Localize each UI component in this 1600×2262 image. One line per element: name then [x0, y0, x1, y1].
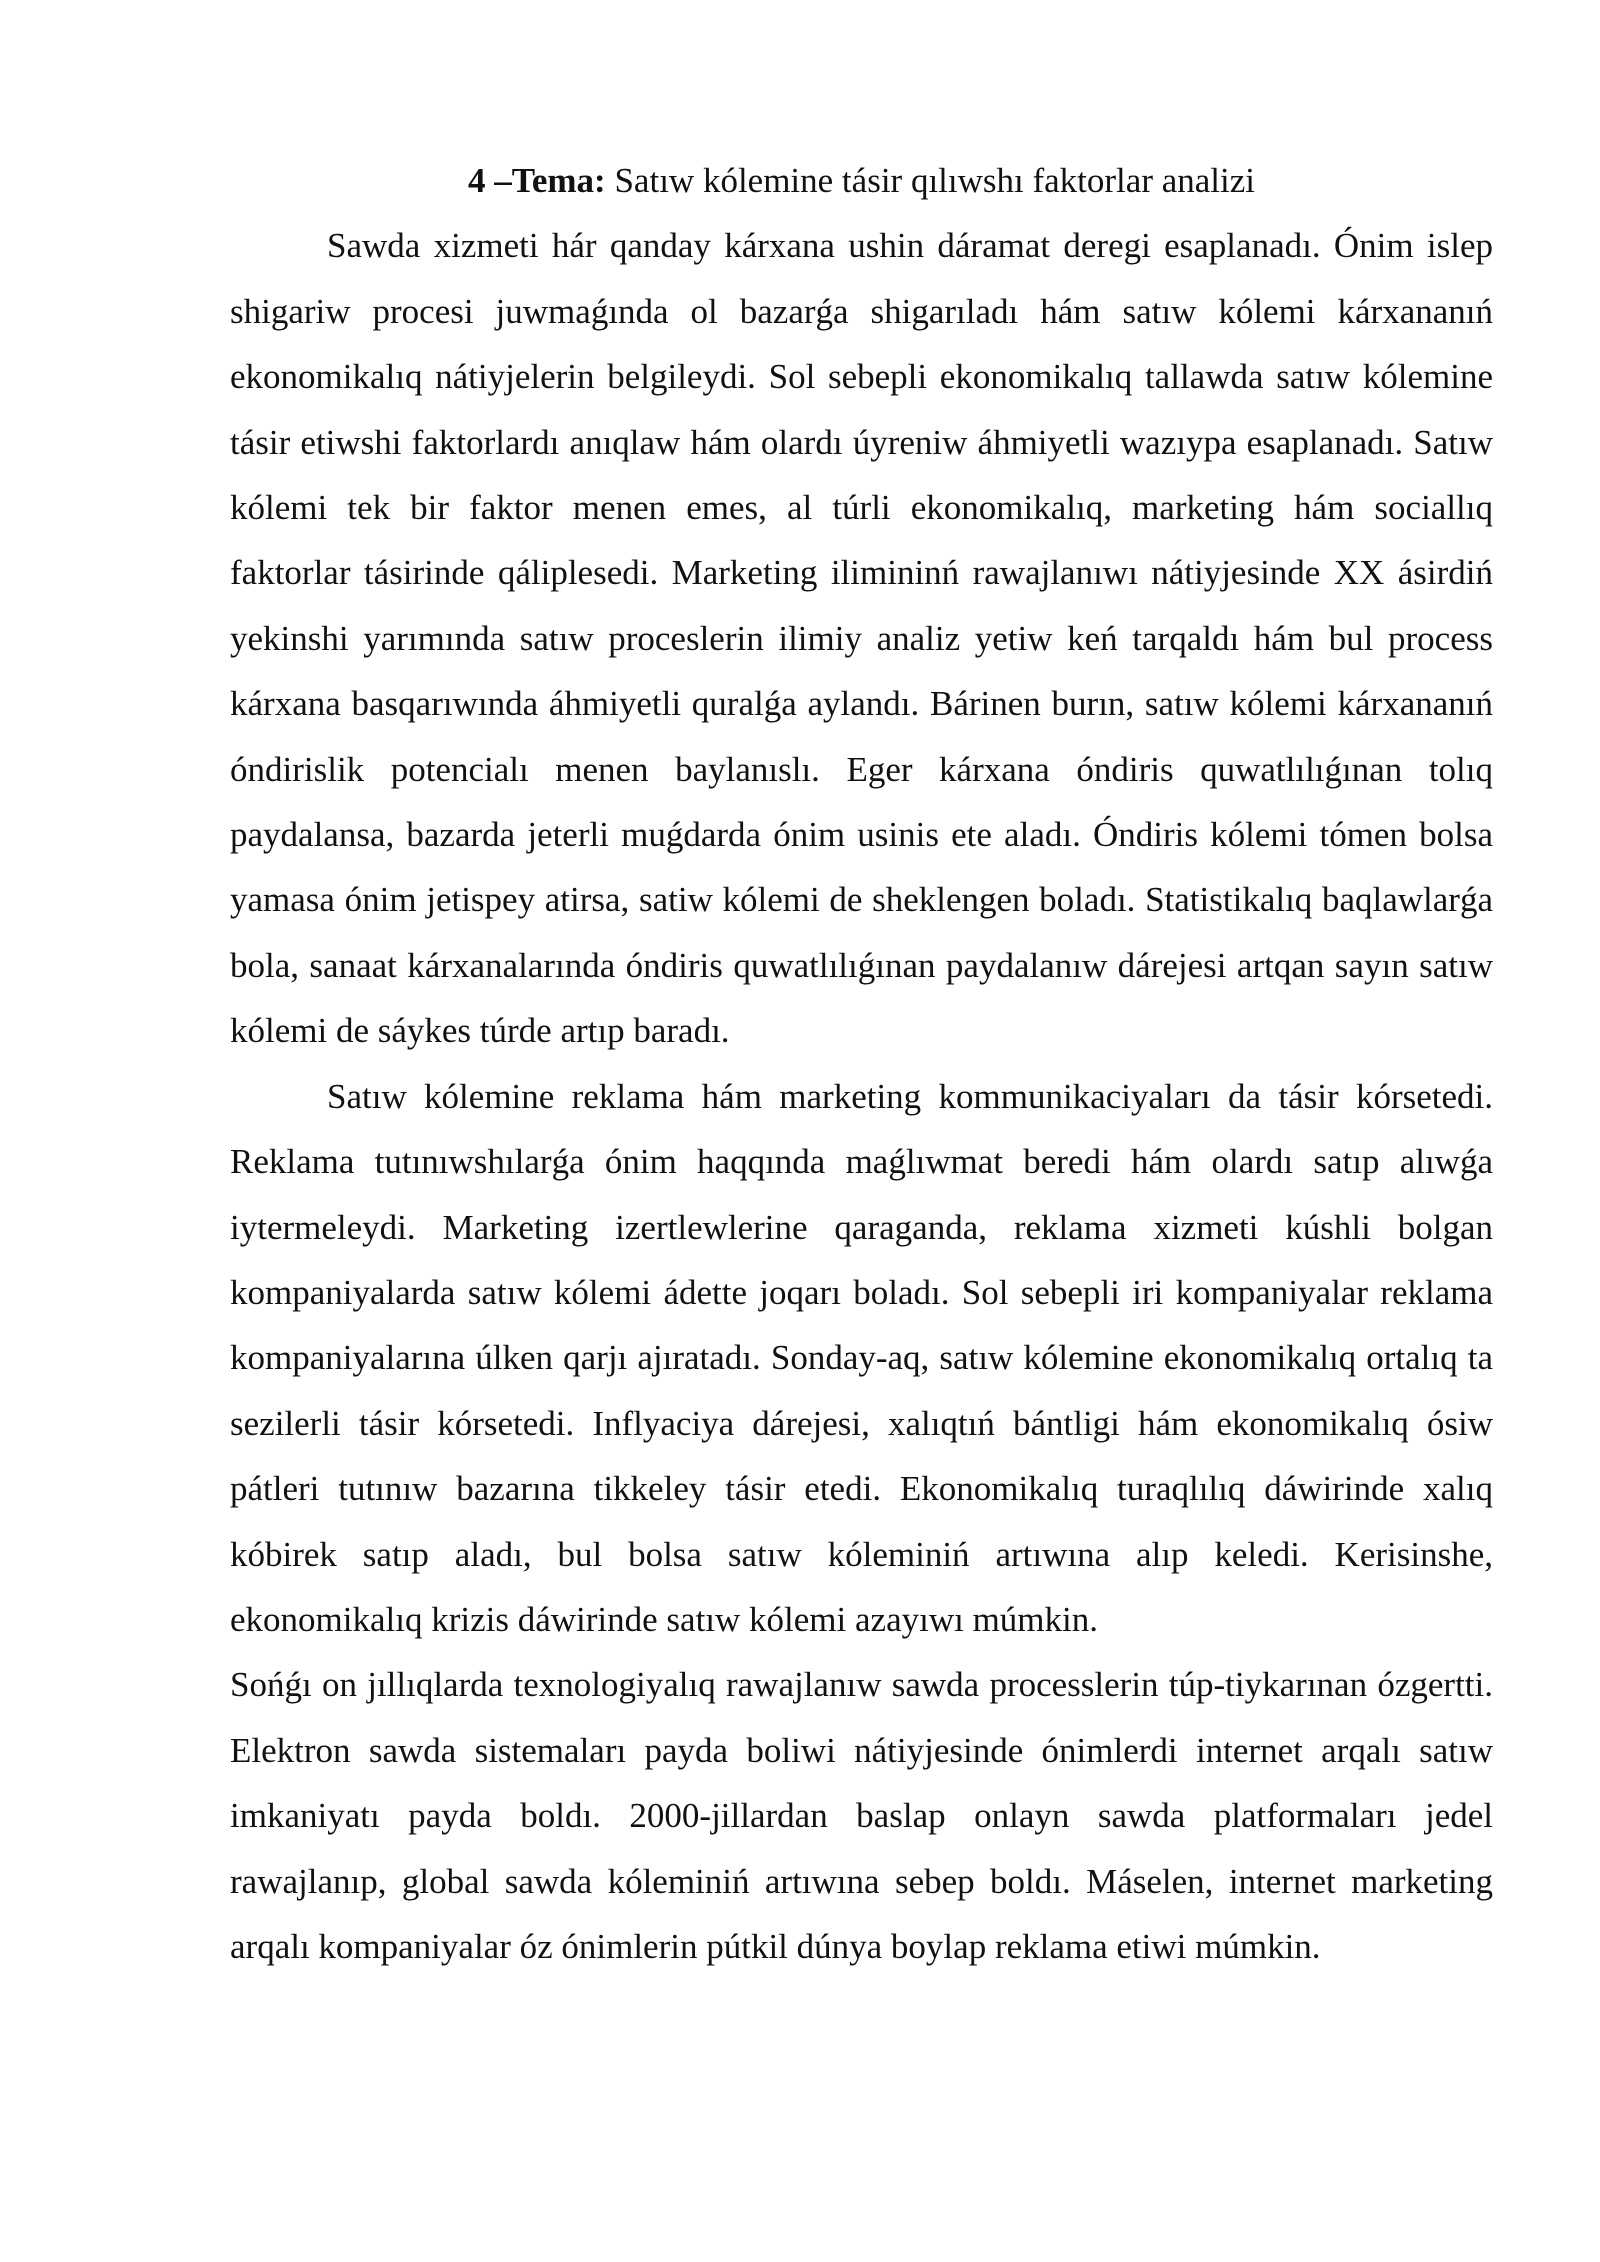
topic-title-lead: 4 –Tema: — [467, 161, 606, 200]
topic-title-text: Satıw kólemine tásir qılıwshı faktorlar analizi — [614, 161, 1255, 200]
paragraph-technology-ecommerce: Sońǵı on jıllıqlarda texnologiyalıq rawajlanıw sawda processlerin túp-tiykarınan ózgertti. Elektron sawda sistemaları payda boliwi nátiyjesinde ónimlerdi internet arqalı satıw imkaniyatı payda boldı. 2000-jillardan baslap onlayn sawda platformaları jedel rawajlanıp, global sawda kóleminiń artıwına sebep boldı. Máselen, internet marketing arqalı kompaniyalar óz ónimlerin pútkil dúnya boylap reklama etiwi múmkin. — [230, 1665, 1493, 1966]
paragraph-sales-service: Sawda xizmeti hár qanday kárxana ushin dáramat deregi esaplanadı. Ónim islep shigariw procesi juwmaǵında ol bazarǵa shigarıladı hám satıw kólemi kárxananıń ekonomikalıq nátiyjelerin belgileydi. Sol sebepli ekonomikalıq tallawda satıw kólemine tásir etiwshi faktorlardı anıqlaw hám olardı úyreniw áhmiyetli wazıypa esaplanadı. Satıw kólemi tek bir faktor menen emes, al túrli ekonomikalıq, marketing hám sociallıq faktorlar tásirinde qáliplesedi. Marketing ilimininń rawajlanıwı nátiyjesinde XX ásirdiń yekinshi yarımında satıw proceslerin ilimiy analiz yetiw keń tarqaldı hám bul process kárxana basqarıwında áhmiyetli quralǵa aylandı. Bárinen burın, satıw kólemi kárxananıń óndirislik potencialı menen baylanıslı. Eger kárxana óndiris quwatlılıǵınan tolıq paydalansa, bazarda jeterli muǵdarda ónim usinis ete aladı. Óndiris kólemi tómen bolsa yamasa ónim jetispey atirsa, satiw kólemi de sheklengen boladı. Statistikalıq baqlawlarǵa bola, sanaat kárxanalarında óndiris quwatlılıǵınan paydalanıw dárejesi artqan sayın satıw kólemi de sáykes túrde artıp baradı. — [230, 226, 1493, 1051]
topic-title — [230, 148, 1493, 213]
paragraph-advertising-economy: Satıw kólemine reklama hám marketing kommunikaciyaları da tásir kórsetedi. Reklama tutınıwshılarǵa ónim haqqında maǵlıwmat beredi hám olardı satıp alıwǵa iytermeleydi. Marketing izertlewlerine qaraganda, reklama xizmeti kúshli bolgan kompaniyalarda satıw kólemi ádette joqarı boladı. Sol sebepli iri kompaniyalar reklama kompaniyalarına úlken qarjı ajıratadı. Sonday-aq, satıw kólemine ekonomikalıq ortalıq ta sezilerli tásir kórsetedi. Inflyaciya dárejesi, xalıqtıń bántligi hám ekonomikalıq ósiw pátleri tutınıw bazarına tikkeley tásir etedi. Ekonomikalıq turaqlılıq dáwirinde xalıq kóbirek satıp aladı, bul bolsa satıw kóleminiń artıwına alıp keledi. Kerisinshe, ekonomikalıq krizis dáwirinde satıw kólemi azayıwı múmkin. — [230, 1076, 1493, 1639]
document-body — [230, 148, 1493, 1979]
